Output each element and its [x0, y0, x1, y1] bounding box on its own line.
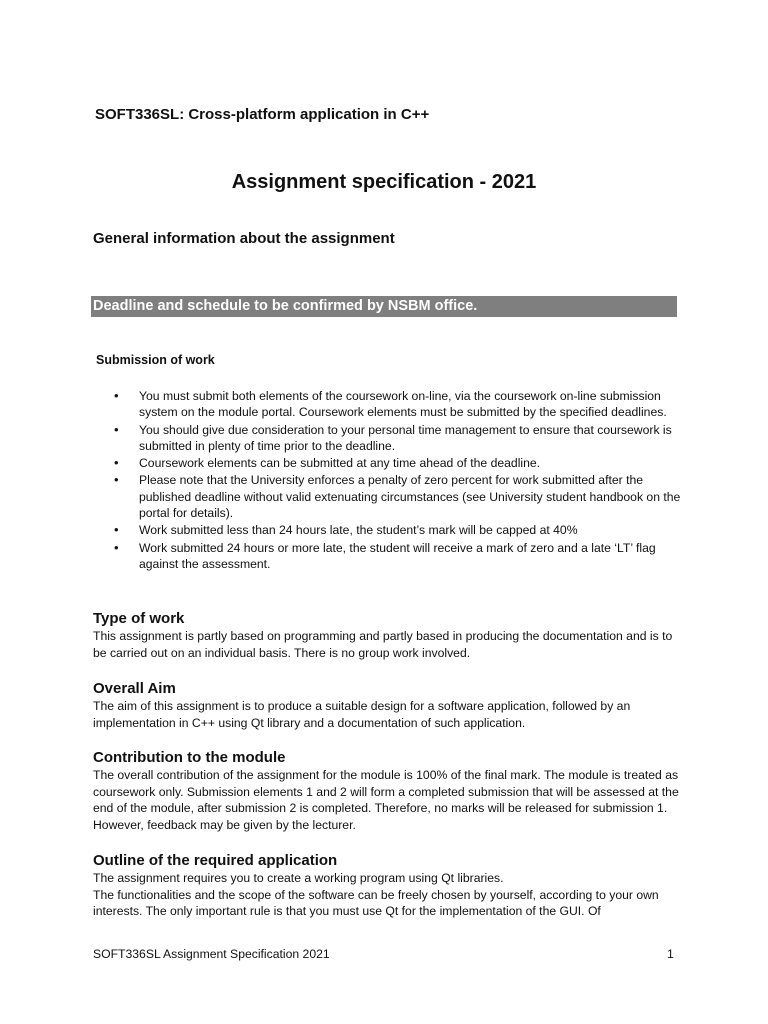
overall-aim-body: The aim of this assignment is to produce a suitable design for a software application, followed by an implementation in C++ using Qt library and a documentation of such application. [93, 699, 631, 730]
bullet-icon: • [114, 455, 119, 471]
bullet-icon: • [114, 421, 119, 437]
list-item-text: Coursework elements can be submitted at any time ahead of the deadline. [139, 456, 541, 471]
list-item-text: You must submit both elements of the coursework on-line, via the coursework on-line submission system on the module portal. Coursework elements must be submitted by the specified deadlines. [139, 389, 667, 420]
deadline-banner: Deadline and schedule to be confirmed by NSBM office. [91, 296, 677, 317]
bullet-icon: • [114, 539, 119, 555]
list-item [112, 540, 682, 573]
list-item [112, 422, 682, 455]
contribution-section [93, 748, 683, 833]
overall-aim-heading: Overall Aim [93, 680, 176, 697]
type-of-work-body: This assignment is partly based on programming and partly based in producing the documentation and is to be carried out on an individual basis. There is no group work involved. [93, 629, 673, 660]
submission-heading: Submission of work [96, 353, 215, 367]
page-number: 1 [667, 947, 674, 961]
bullet-icon: • [114, 472, 119, 488]
outline-section [93, 851, 683, 920]
submission-list [112, 388, 682, 573]
list-item [112, 522, 682, 538]
type-of-work-heading: Type of work [93, 610, 185, 627]
list-item [112, 472, 682, 521]
overall-aim-section [93, 679, 683, 731]
outline-heading: Outline of the required application [93, 852, 338, 869]
list-item-text: Work submitted 24 hours or more late, the student will receive a mark of zero and a late ‘LT’ flag against the assessment. [139, 540, 656, 571]
list-item [112, 455, 682, 471]
contribution-body: The overall contribution of the assignment for the module is 100% of the final mark. The module is treated as coursework only. Submission elements 1 and 2 will form a completed submission that will be assessed at the end of the module, after submission 2 is completed. Therefore, no marks will be released for submission 1. However, feedback may be given by the lecturer. [93, 768, 679, 832]
list-item-text: Please note that the University enforces a penalty of zero percent for work submitted after the published deadline without valid extenuating circumstances (see University student handbook on the portal for details). [139, 473, 681, 521]
document-title: Assignment specification - 2021 [231, 171, 537, 193]
outline-line-2: The functionalities and the scope of the software can be freely chosen by yourself, according to your own interests. The only important rule is that you must use Qt for the implementation of the GUI. Of [93, 887, 659, 918]
general-info-heading: General information about the assignment [93, 230, 395, 247]
outline-line-1: The assignment requires you to create a working program using Qt libraries. [93, 871, 504, 885]
list-item-text: Work submitted less than 24 hours late, the student’s mark will be capped at 40% [139, 523, 578, 538]
list-item-text: You should give due consideration to your personal time management to ensure that coursework is submitted in plenty of time prior to the deadline. [139, 422, 672, 453]
list-item [112, 388, 682, 421]
contribution-heading: Contribution to the module [93, 749, 286, 766]
course-title: SOFT336SL: Cross-platform application in C++ [95, 106, 430, 123]
type-of-work-section [93, 609, 683, 661]
bullet-icon: • [114, 388, 119, 403]
footer-text: SOFT336SL Assignment Specification 2021 [93, 947, 330, 961]
bullet-icon: • [114, 522, 119, 538]
